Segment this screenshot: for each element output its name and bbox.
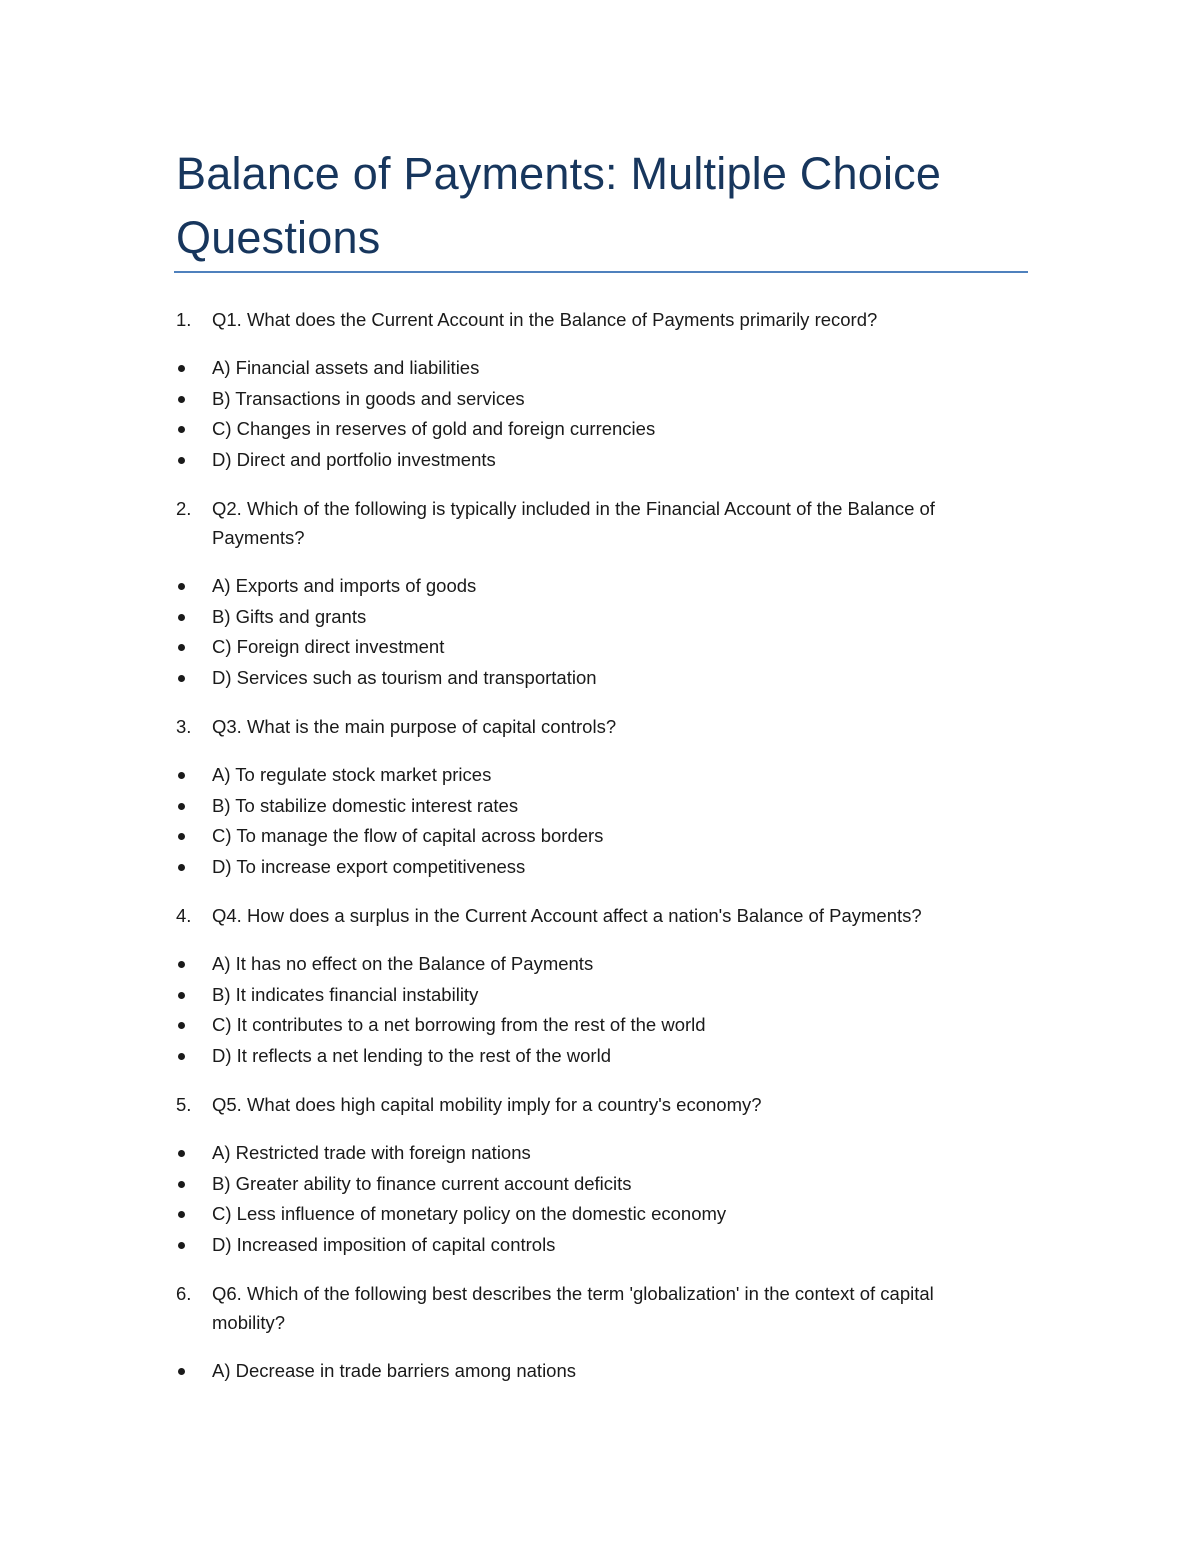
bullet-icon	[176, 1169, 212, 1200]
question-number: 6.	[176, 1283, 192, 1304]
question-text: Q2. Which of the following is typically included in the Financial Account of the Balance of Payments?	[212, 498, 935, 548]
option-text: D) Direct and portfolio investments	[212, 448, 496, 470]
bullet-icon	[176, 353, 212, 384]
question-5-options	[176, 1138, 1006, 1260]
bullet-icon	[176, 949, 212, 980]
title-block	[176, 142, 1028, 270]
option-item	[176, 445, 1006, 476]
option-item	[176, 821, 1006, 852]
bullet-icon	[176, 791, 212, 822]
option-text: B) It indicates financial instability	[212, 983, 479, 1005]
option-item	[176, 949, 1006, 980]
option-text: B) To stabilize domestic interest rates	[212, 794, 519, 816]
bullet-icon	[176, 414, 212, 445]
option-item	[176, 1199, 1006, 1230]
question-2	[176, 494, 1006, 552]
option-text: D) It reflects a net lending to the rest of the world	[212, 1044, 611, 1066]
question-6	[176, 1279, 1006, 1337]
question-number: 5.	[176, 1094, 192, 1115]
option-text: A) Exports and imports of goods	[212, 575, 477, 596]
option-text: D) To increase export competitiveness	[212, 855, 526, 877]
option-item	[176, 602, 1006, 633]
option-text: C) Foreign direct investment	[212, 636, 445, 657]
bullet-icon	[176, 663, 212, 694]
option-item	[176, 791, 1006, 822]
option-item	[176, 1041, 1006, 1072]
bullet-icon	[176, 445, 212, 476]
bullet-icon	[176, 1010, 212, 1041]
option-item	[176, 632, 1006, 663]
question-4-options	[176, 949, 1006, 1071]
question-text: Q1. What does the Current Account in the Balance of Payments primarily record?	[212, 309, 878, 330]
bullet-icon	[176, 1041, 212, 1072]
bullet-icon	[176, 384, 212, 415]
option-text: A) Financial assets and liabilities	[212, 357, 480, 378]
option-item	[176, 663, 1006, 694]
option-item	[176, 353, 1006, 384]
question-number: 1.	[176, 309, 192, 330]
title-divider	[174, 271, 1028, 273]
question-text: Q6. Which of the following best describes the term 'globalization' in the context of capital mobility?	[212, 1283, 934, 1333]
question-number: 2.	[176, 498, 192, 519]
option-text: C) Less influence of monetary policy on the domestic economy	[212, 1203, 727, 1224]
bullet-icon	[176, 1230, 212, 1261]
question-4	[176, 901, 1006, 930]
option-item	[176, 384, 1006, 415]
option-item	[176, 1230, 1006, 1261]
question-number: 3.	[176, 716, 192, 737]
option-item	[176, 1169, 1006, 1200]
option-text: B) Transactions in goods and services	[212, 387, 525, 409]
option-text: D) Services such as tourism and transportation	[212, 666, 597, 688]
question-3-options	[176, 760, 1006, 882]
question-number: 4.	[176, 905, 192, 926]
option-item	[176, 414, 1006, 445]
option-text: C) It contributes to a net borrowing from the rest of the world	[212, 1014, 706, 1035]
question-6-options	[176, 1356, 1006, 1387]
question-5	[176, 1090, 1006, 1119]
option-text: A) To regulate stock market prices	[212, 764, 492, 785]
bullet-icon	[176, 1138, 212, 1169]
option-item	[176, 1010, 1006, 1041]
option-text: A) Decrease in trade barriers among nations	[212, 1360, 577, 1381]
bullet-icon	[176, 980, 212, 1011]
page-title: Balance of Payments: Multiple Choice Questions	[176, 148, 942, 263]
bullet-icon	[176, 1356, 212, 1387]
question-list	[176, 305, 1006, 1406]
question-2-options	[176, 571, 1006, 693]
option-text: C) To manage the flow of capital across borders	[212, 825, 604, 846]
bullet-icon	[176, 1199, 212, 1230]
bullet-icon	[176, 602, 212, 633]
question-text: Q3. What is the main purpose of capital controls?	[212, 716, 617, 737]
bullet-icon	[176, 632, 212, 663]
bullet-icon	[176, 852, 212, 883]
option-item	[176, 1138, 1006, 1169]
question-text: Q4. How does a surplus in the Current Account affect a nation's Balance of Payments?	[212, 905, 922, 926]
option-text: C) Changes in reserves of gold and foreign currencies	[212, 418, 656, 439]
option-item	[176, 760, 1006, 791]
bullet-icon	[176, 760, 212, 791]
option-item	[176, 980, 1006, 1011]
question-1-options	[176, 353, 1006, 475]
bullet-icon	[176, 571, 212, 602]
option-item	[176, 571, 1006, 602]
option-text: A) Restricted trade with foreign nations	[212, 1142, 531, 1163]
option-text: B) Gifts and grants	[212, 605, 367, 627]
option-text: B) Greater ability to finance current account deficits	[212, 1172, 632, 1194]
option-item	[176, 1356, 1006, 1387]
option-text: D) Increased imposition of capital controls	[212, 1233, 556, 1255]
option-text: A) It has no effect on the Balance of Payments	[212, 953, 594, 974]
option-item	[176, 852, 1006, 883]
question-3	[176, 712, 1006, 741]
question-text: Q5. What does high capital mobility imply for a country's economy?	[212, 1094, 762, 1115]
bullet-icon	[176, 821, 212, 852]
question-1	[176, 305, 1006, 334]
